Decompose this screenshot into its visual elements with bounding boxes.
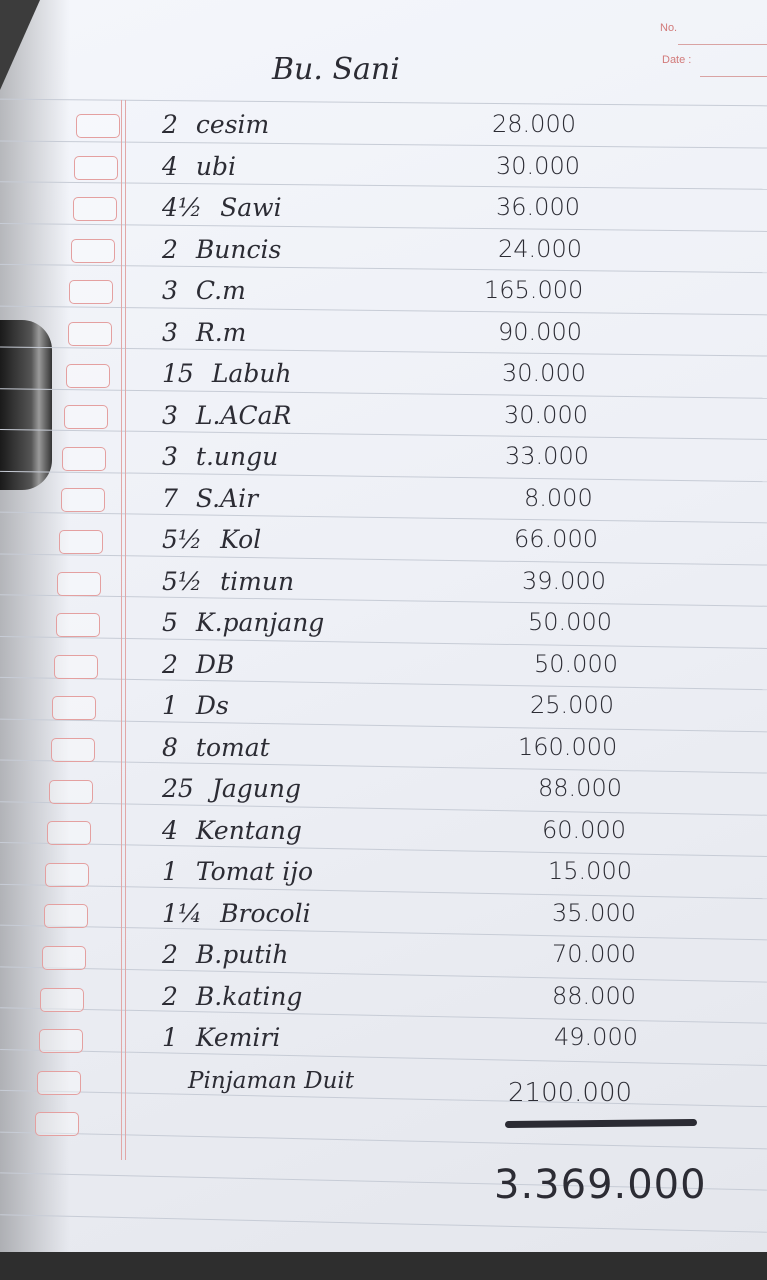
item-quantity: 4 xyxy=(162,151,178,181)
item-quantity: 1 xyxy=(162,1023,178,1052)
item-quantity-name xyxy=(162,317,247,347)
item-quantity: 5 xyxy=(162,608,178,637)
list-item xyxy=(0,815,767,858)
list-item xyxy=(0,400,767,443)
item-quantity: 15 xyxy=(162,359,194,388)
item-name: Ds xyxy=(195,691,229,720)
item-price: 88.000 xyxy=(538,774,622,802)
item-price: 33.000 xyxy=(505,442,589,470)
item-quantity: 25 xyxy=(162,774,194,803)
date-field-line xyxy=(700,76,767,77)
item-name: Kemiri xyxy=(195,1023,281,1052)
row-checkbox xyxy=(35,1112,79,1136)
item-quantity: 3 xyxy=(162,276,178,305)
item-quantity: 7 xyxy=(162,483,178,513)
item-quantity-name xyxy=(162,195,282,220)
item-name: K.panjang xyxy=(195,608,325,637)
item-quantity: 5½ xyxy=(162,525,203,554)
item-quantity-name xyxy=(162,859,313,884)
item-name: DB xyxy=(195,649,235,679)
date-label: Date : xyxy=(662,54,692,66)
item-quantity-name xyxy=(162,400,292,430)
item-price: 8.000 xyxy=(524,483,593,512)
item-price: 49.000 xyxy=(554,1023,638,1051)
item-quantity: 5½ xyxy=(162,566,203,596)
customer-title: Bu. Sani xyxy=(272,52,400,87)
ruled-line xyxy=(0,1131,767,1149)
item-quantity: 1¼ xyxy=(162,898,203,928)
item-name: ubi xyxy=(195,151,237,181)
item-name: L.ACaR xyxy=(195,400,292,430)
list-item xyxy=(0,981,767,1024)
item-quantity-name xyxy=(162,151,237,181)
item-quantity-name xyxy=(162,444,278,469)
list-item xyxy=(0,483,767,526)
no-label: No. xyxy=(660,22,678,34)
loan-label: Pinjaman Duit xyxy=(188,1068,354,1094)
list-item xyxy=(0,1025,767,1065)
ruled-line xyxy=(0,99,767,107)
item-name: timun xyxy=(220,566,295,596)
item-quantity-name xyxy=(162,234,282,264)
item-name: Buncis xyxy=(195,234,282,264)
table-surface xyxy=(0,1252,767,1280)
list-item xyxy=(0,278,767,318)
item-price: 30.000 xyxy=(504,400,588,429)
grand-total: 3.369.000 xyxy=(494,1162,707,1208)
item-price: 30.000 xyxy=(502,359,586,387)
item-price: 50.000 xyxy=(528,608,612,636)
list-item xyxy=(0,693,767,733)
item-price: 36.000 xyxy=(496,193,580,221)
item-name: Brocoli xyxy=(220,898,311,928)
item-price: 90.000 xyxy=(498,317,582,346)
item-name: Tomat ijo xyxy=(195,857,314,886)
list-item xyxy=(0,732,767,775)
item-price: 39.000 xyxy=(522,566,606,595)
item-price: 30.000 xyxy=(496,151,580,180)
item-quantity: 2 xyxy=(162,649,178,679)
item-quantity: 3 xyxy=(162,442,178,471)
item-quantity-name xyxy=(162,527,261,552)
list-item xyxy=(0,151,767,194)
item-price: 25.000 xyxy=(530,691,614,719)
item-quantity-name xyxy=(162,610,324,635)
item-name: C.m xyxy=(195,276,246,305)
item-quantity-name xyxy=(162,942,288,967)
item-quantity-name xyxy=(162,898,311,928)
item-name: tomat xyxy=(195,732,270,762)
item-quantity: 2 xyxy=(162,981,178,1011)
item-quantity-name xyxy=(162,483,259,513)
item-name: S.Air xyxy=(195,483,259,513)
item-quantity: 2 xyxy=(162,940,178,969)
item-name: Sawi xyxy=(220,193,282,222)
row-checkbox xyxy=(37,1071,81,1095)
background-corner xyxy=(0,0,40,90)
item-quantity-name xyxy=(162,776,301,801)
item-price: 24.000 xyxy=(498,234,582,263)
item-price: 15.000 xyxy=(548,857,632,885)
item-price: 70.000 xyxy=(552,940,636,968)
item-quantity-name xyxy=(162,361,292,386)
item-quantity: 1 xyxy=(162,857,178,886)
list-item xyxy=(0,444,767,484)
item-quantity: 4½ xyxy=(162,193,203,222)
list-item xyxy=(0,859,767,899)
item-price: 160.000 xyxy=(518,732,618,761)
ruled-line xyxy=(0,1214,767,1233)
item-quantity-name xyxy=(162,649,235,679)
list-item xyxy=(0,898,767,941)
item-quantity: 1 xyxy=(162,691,178,720)
item-price: 28.000 xyxy=(492,110,576,138)
item-name: B.putih xyxy=(195,940,289,969)
list-item xyxy=(0,195,767,235)
item-quantity: 4 xyxy=(162,815,178,845)
item-name: cesim xyxy=(195,110,270,139)
item-quantity: 2 xyxy=(162,234,178,264)
item-quantity: 2 xyxy=(162,110,178,139)
item-price: 66.000 xyxy=(514,525,598,553)
item-quantity-name xyxy=(162,566,295,596)
item-name: t.ungu xyxy=(195,442,279,471)
item-quantity-name xyxy=(162,815,302,845)
item-quantity: 8 xyxy=(162,732,178,762)
item-name: Kentang xyxy=(195,815,302,845)
item-name: B.kating xyxy=(195,981,303,1011)
item-price: 88.000 xyxy=(552,981,636,1010)
item-name: Labuh xyxy=(211,359,292,388)
no-field-line xyxy=(678,44,767,45)
item-name: Kol xyxy=(220,525,262,554)
item-price: 35.000 xyxy=(552,898,636,927)
item-name: Jagung xyxy=(211,774,301,803)
item-quantity: 3 xyxy=(162,400,178,430)
item-quantity-name xyxy=(162,732,270,762)
list-item xyxy=(0,361,767,401)
item-quantity-name xyxy=(162,278,246,303)
item-quantity: 3 xyxy=(162,317,178,347)
list-item xyxy=(0,234,767,277)
list-item xyxy=(0,776,767,816)
loan-amount: 2100.000 xyxy=(508,1078,633,1108)
list-item xyxy=(0,112,767,152)
item-quantity-name xyxy=(162,693,229,718)
item-quantity-name xyxy=(162,112,269,137)
item-price: 165.000 xyxy=(484,276,584,304)
item-quantity-name xyxy=(162,1025,280,1050)
item-name: R.m xyxy=(195,317,247,347)
list-item xyxy=(0,566,767,609)
total-underline xyxy=(505,1119,697,1128)
list-item xyxy=(0,527,767,567)
item-price: 50.000 xyxy=(534,649,618,678)
item-quantity-name xyxy=(162,981,303,1011)
list-item xyxy=(0,610,767,650)
list-item xyxy=(0,942,767,982)
ruled-line xyxy=(0,1090,767,1107)
list-item xyxy=(0,649,767,692)
item-price: 60.000 xyxy=(542,815,626,844)
list-item xyxy=(0,317,767,360)
